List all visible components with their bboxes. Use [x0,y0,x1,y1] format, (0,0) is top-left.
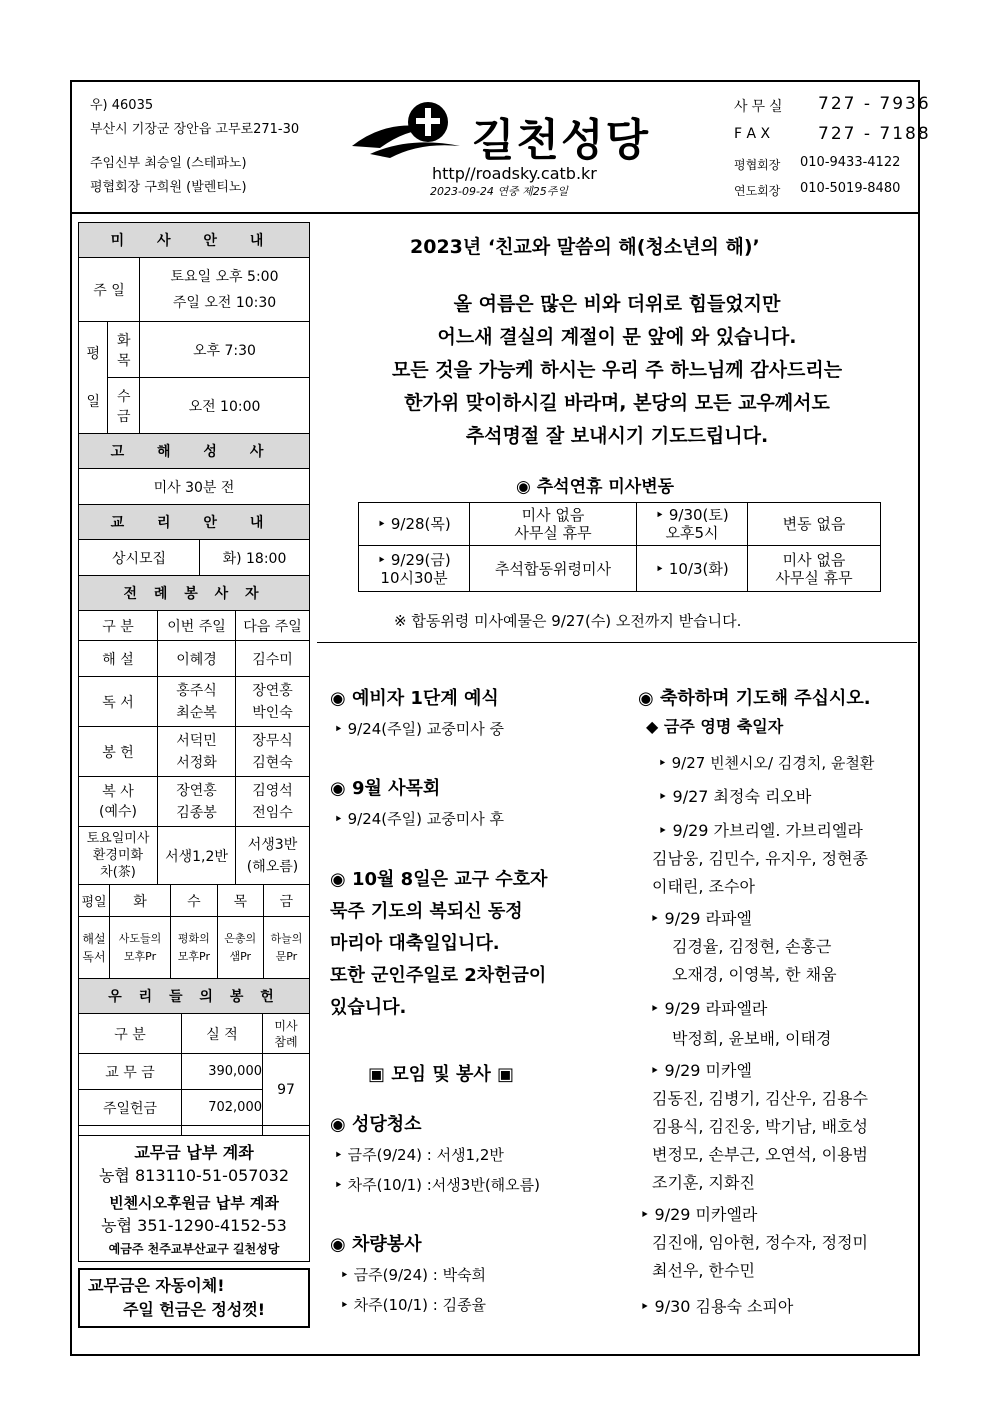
catechism-left: 상시모집 [79,540,200,576]
feast-line: ‣ 9/29 미카엘라 [640,1205,758,1224]
mass-table [78,222,310,434]
holiday-date: ‣ 9/30(토) 오후5시 [637,503,748,546]
account-title-1: 교무금 납부 계좌 [134,1143,254,1162]
weekday-head: 평일 [79,885,110,917]
offering-label: 교 무 금 [79,1054,182,1090]
year-title: 2023년 ‘친교와 말씀의 해(청소년의 해)’ [410,236,760,258]
account-number-2: 농협 351-1290-4152-53 [101,1216,287,1235]
feast-line: ‣ 9/29 미카엘 [650,1061,752,1080]
zip-code: 우) 46035 [90,98,154,113]
server-this: 장연홍 김종봉 [158,777,236,827]
feast-line: ‣ 9/29 라파엘라 [650,999,768,1018]
feast-line: ‣ 9/30 김용숙 소피아 [640,1297,794,1316]
holiday-date: ‣ 9/29(금) 10시30분 [359,546,470,592]
message-line: 어느새 결실의 계절이 문 앞에 와 있습니다. [437,326,797,348]
confession-table [78,433,310,540]
feast-line: 오재경, 이영복, 한 채움 [672,965,837,984]
server-this: 서생1,2반 [158,827,236,885]
s6-line-1: ‣ 금주(9/24) : 박숙희 [340,1266,487,1284]
server-role: 토요일미사 환경미화 차(茶) [79,827,158,885]
offering-title: 우 리 들 의 봉 헌 [79,979,310,1014]
s2-title: ◉ 9월 사목회 [330,778,441,799]
holiday-date: ‣ 10/3(화) [637,546,748,592]
servers-head-role: 구 분 [79,611,158,641]
message-line: 한가위 맞이하시길 바라며, 본당의 모든 교우께서도 [404,392,830,414]
attendance-value: 97 [263,1054,310,1126]
feast-line: ‣ 9/29 가브리엘. 가브리엘라 [658,821,863,840]
holiday-table [358,502,881,592]
feast-line: 최선우, 한수민 [652,1261,755,1280]
mass-title: 미 사 안 내 [79,223,310,258]
holiday-info: 미사 없음 사무실 휴무 [470,503,637,546]
holiday-info: 미사 없음 사무실 휴무 [748,546,881,592]
server-this: 홍주식 최순복 [158,677,236,727]
server-next: 서생3반 (해오름) [236,827,310,885]
server-role: 해 설 [79,641,158,677]
server-next: 김수미 [236,641,310,677]
account-title-2: 빈첸시오후원금 납부 계좌 [109,1194,279,1212]
server-role: 봉 헌 [79,727,158,777]
offering-head: 구 분 [79,1014,182,1054]
feast-line: 김용식, 김진웅, 박기남, 배호성 [652,1117,868,1136]
feast-line: 김남웅, 김민수, 유지우, 정현종 [652,849,868,868]
servers-table [78,575,310,885]
weekday-cell: 은총의 샘Pr [217,917,263,979]
catechism-right: 화) 18:00 [200,540,310,576]
server-this: 서덕민 서정화 [158,727,236,777]
weekday-cell: 해설 독서 [79,917,110,979]
catechism-table [78,539,310,576]
tuethu-time: 오후 7:30 [140,322,310,378]
weekday-head: 목 [217,885,263,917]
fax-label: F A X [734,126,771,142]
sunday-time-1: 토요일 오후 5:00 [170,268,279,285]
offering-head: 미사 참례 [263,1014,310,1054]
servers-title: 전 례 봉 사 자 [79,576,310,611]
council-label: 평협회장 [734,158,781,172]
offering-table [78,978,310,1136]
feast-line: 김동진, 김병기, 김산우, 김용수 [652,1089,868,1108]
feast-line: 이태린, 조수아 [652,877,755,896]
feast-line: 김경율, 김정현, 손홍근 [672,937,832,956]
pastor: 주임신부 최승일 (스테파노) [90,156,247,171]
church-name: 길천성당 [472,115,651,166]
message-line: 모든 것을 가능케 하시는 우리 주 하느님께 감사드리는 [391,359,843,381]
server-this: 이혜경 [158,641,236,677]
address: 부산시 기장군 장안읍 고무로271-30 [90,122,300,137]
church-logo-icon [350,96,470,162]
offering-value: 390,000 [182,1054,263,1090]
council-phone: 010-9433-4122 [800,155,901,170]
weekday-cell: 평화의 모후Pr [171,917,218,979]
message-line: 추석명절 잘 보내시기 기도드립니다. [465,425,769,447]
message-line: 올 여름은 많은 비와 더위로 힘들었지만 [453,293,781,315]
left-column [78,222,310,1328]
server-role: 복 사 (예수) [79,777,158,827]
feast-line: ‣ 9/29 라파엘 [650,909,752,928]
youth-label: 연도회장 [734,184,781,198]
s6-title: ◉ 차량봉사 [330,1234,422,1255]
holiday-info: 추석합동위령미사 [470,546,637,592]
s5-line-2: ‣ 차주(10/1) :서생3반(해오름) [334,1176,540,1194]
holiday-note: ※ 합동위령 미사예물은 9/27(수) 오전까지 받습니다. [394,612,742,630]
fax-phone: 727 - 7188 [818,124,931,144]
footer-line-2: 주일 헌금은 정성껏! [122,1300,266,1319]
office-label: 사무실 [734,99,787,115]
server-role: 독 서 [79,677,158,727]
header [72,82,931,214]
servers-head-next: 다음 주일 [236,611,310,641]
bulletin-frame [70,80,931,1356]
youth-phone: 010-5019-8480 [800,181,901,196]
s3-line: 또한 군인주일로 2차헌금이 [330,965,547,986]
weekday-label: 평 일 [79,322,108,434]
tuethu-label: 화 목 [108,322,140,378]
s4-title: ▣ 모임 및 봉사 ▣ [368,1064,515,1085]
feast-line: 변정모, 손부근, 오연석, 이용범 [652,1145,868,1164]
server-next: 김영석 전임수 [236,777,310,827]
server-next: 장무식 김현숙 [236,727,310,777]
sunday-time-2: 주일 오전 10:30 [172,294,277,311]
s3-block [330,864,547,1024]
offering-value: 702,000 [182,1090,263,1126]
s3-line: 묵주 기도의 복되신 동정 [330,901,523,922]
offering-head: 실 적 [182,1014,263,1054]
feast-sub: ◆ 금주 영명 축일자 [646,717,784,736]
council-head: 평협회장 구희원 (발렌티노) [90,180,247,195]
server-next: 장연홍 박인숙 [236,677,310,727]
feast-line: ‣ 9/27 최정숙 리오바 [658,787,812,806]
feast-line: ‣ 9/27 빈첸시오/ 김경치, 윤철환 [658,754,875,772]
s5-line-1: ‣ 금주(9/24) : 서생1,2반 [334,1146,504,1164]
section-divider [317,642,917,643]
holiday-title: ◉ 추석연휴 미사변동 [516,477,675,497]
date-line: 2023-09-24 연중 제25주일 [430,185,569,198]
s2-text: ‣ 9/24(주일) 교중미사 후 [334,810,504,828]
weekday-head: 화 [110,885,171,917]
s3-line: ◉ 10월 8일은 교구 수호자 [330,869,548,890]
s3-line: 있습니다. [330,997,407,1018]
feast-line: 박정희, 윤보배, 이태경 [672,1029,832,1048]
weekday-cell: 사도들의 모후Pr [110,917,171,979]
weekday-servers-table [78,884,310,979]
account-holder: 예금주 천주교부산교구 길천성당 [108,1242,280,1256]
sunday-label: 주 일 [79,258,140,322]
s5-title: ◉ 성당청소 [330,1114,422,1135]
footer-line-1: 교무금은 자동이체! [88,1276,225,1295]
weekday-head: 수 [171,885,218,917]
s6-line-2: ‣ 차주(10/1) : 김종율 [340,1296,487,1314]
office-phone: 727 - 7936 [818,94,931,114]
weekday-head: 금 [263,885,309,917]
feast-line: 조기훈, 지화진 [652,1173,755,1192]
holiday-date: ‣ 9/28(목) [359,503,470,546]
footer-left-box [78,1268,310,1328]
account-number-1: 농협 813110-51-057032 [98,1166,290,1185]
feast-title: ◉ 축하하며 기도해 주십시오. [638,688,871,709]
website-url[interactable]: http//roadsky.catb.kr [432,164,597,183]
confession-text: 미사 30분 전 [79,469,310,505]
weekday-cell: 하늘의 문Pr [263,917,309,979]
confession-title: 고 해 성 사 [79,434,310,469]
catechism-title: 교 리 안 내 [79,505,310,540]
s3-line: 마리아 대축일입니다. [330,933,500,954]
feast-line: 김진애, 임아현, 정수자, 정정미 [652,1233,868,1252]
holiday-info: 변동 없음 [748,503,881,546]
pastoral-message [322,288,912,453]
offering-label: 주일헌금 [79,1090,182,1126]
wedfri-label: 수 금 [108,378,140,434]
servers-head-this: 이번 주일 [158,611,236,641]
s1-title: ◉ 예비자 1단계 예식 [330,688,499,709]
s1-text: ‣ 9/24(주일) 교중미사 중 [334,720,504,738]
wedfri-time: 오전 10:00 [140,378,310,434]
account-box [78,1135,310,1262]
